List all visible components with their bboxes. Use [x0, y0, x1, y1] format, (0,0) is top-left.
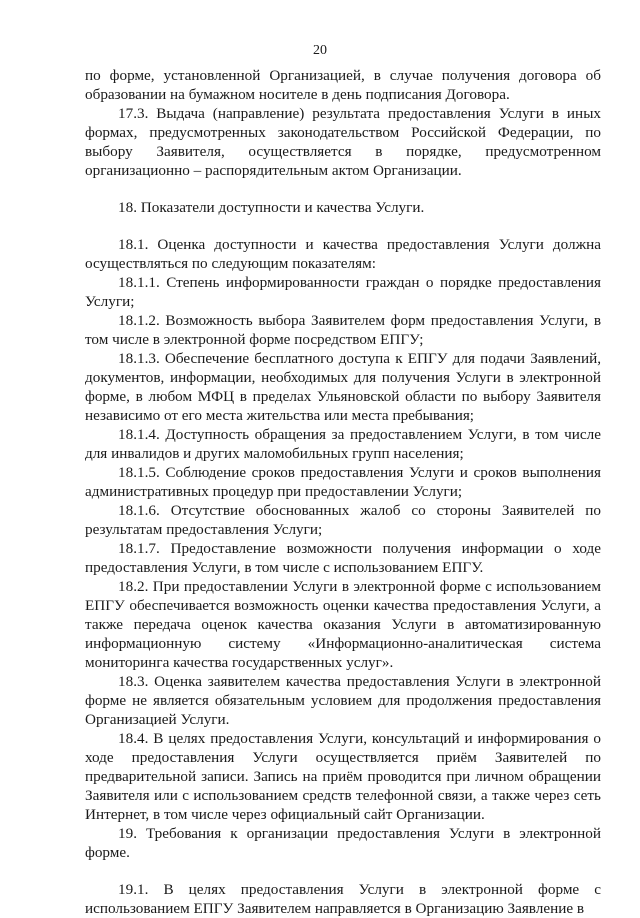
- paragraph-18-1-4: 18.1.4. Доступность обращения за предоставлением Услуги, в том числе для инвалидов и других маломобильных групп населения;: [85, 426, 601, 462]
- paragraph-18-3: 18.3. Оценка заявителем качества предоставления Услуги в электронной форме не является обязательным условием для продолжения предоставления Организацией Услуги.: [85, 673, 601, 728]
- paragraph-19-1: 19.1. В целях предоставления Услуги в электронной форме с использованием ЕПГУ Заявителем направляется в Организацию Заявление в: [85, 881, 601, 917]
- paragraph-18-2: 18.2. При предоставлении Услуги в электронной форме с использованием ЕПГУ обеспечивается возможность оценки качества предоставления Услуги, а также передача оценок качества оказания Услуги в автоматизированную информационную систему «Информационно-аналитическая система мониторинга качества государственных услуг».: [85, 578, 601, 671]
- paragraph-18-1-1: 18.1.1. Степень информированности граждан о порядке предоставления Услуги;: [85, 274, 601, 310]
- paragraph-18-1-2: 18.1.2. Возможность выбора Заявителем форм предоставления Услуги, в том числе в электронной форме посредством ЕПГУ;: [85, 312, 601, 348]
- paragraph-18-1-6: 18.1.6. Отсутствие обоснованных жалоб со стороны Заявителей по результатам предоставления Услуги;: [85, 502, 601, 538]
- paragraph-18-1-3: 18.1.3. Обеспечение бесплатного доступа к ЕПГУ для подачи Заявлений, документов, информации, необходимых для получения Услуги в электронной форме, в любом МФЦ в пределах Ульяновской области по выбору Заявителя независимо от его места жительства или места пребывания;: [85, 350, 601, 424]
- section-heading-19: 19. Требования к организации предоставления Услуги в электронной форме.: [85, 825, 601, 861]
- paragraph-18-4: 18.4. В целях предоставления Услуги, консультаций и информирования о ходе предоставления Услуги осуществляется приём Заявителей по предварительной записи. Запись на приём проводится при личном обращении Заявителя или с использованием средств телефонной связи, а также через сеть Интернет, в том числе через официальный сайт Организации.: [85, 730, 601, 823]
- document-body: [85, 66, 601, 918]
- paragraph-18-1-5: 18.1.5. Соблюдение сроков предоставления Услуги и сроков выполнения административных процедур при предоставлении Услуги;: [85, 464, 601, 500]
- paragraph-contract-form: по форме, установленной Организацией, в случае получения договора об образовании на бумажном носителе в день подписания Договора.: [85, 67, 601, 103]
- paragraph-18-1-7: 18.1.7. Предоставление возможности получения информации о ходе предоставления Услуги, в том числе с использованием ЕПГУ.: [85, 540, 601, 576]
- page-number: 20: [313, 43, 327, 58]
- paragraph-17-3: 17.3. Выдача (направление) результата предоставления Услуги в иных формах, предусмотренных законодательством Российской Федерации, по выбору Заявителя, осуществляется в порядке, предусмотренном организационно – распорядительным актом Организации.: [85, 105, 601, 179]
- paragraph-18-1: 18.1. Оценка доступности и качества предоставления Услуги должна осуществляться по следующим показателям:: [85, 236, 601, 272]
- section-heading-18: 18. Показатели доступности и качества Услуги.: [118, 199, 425, 216]
